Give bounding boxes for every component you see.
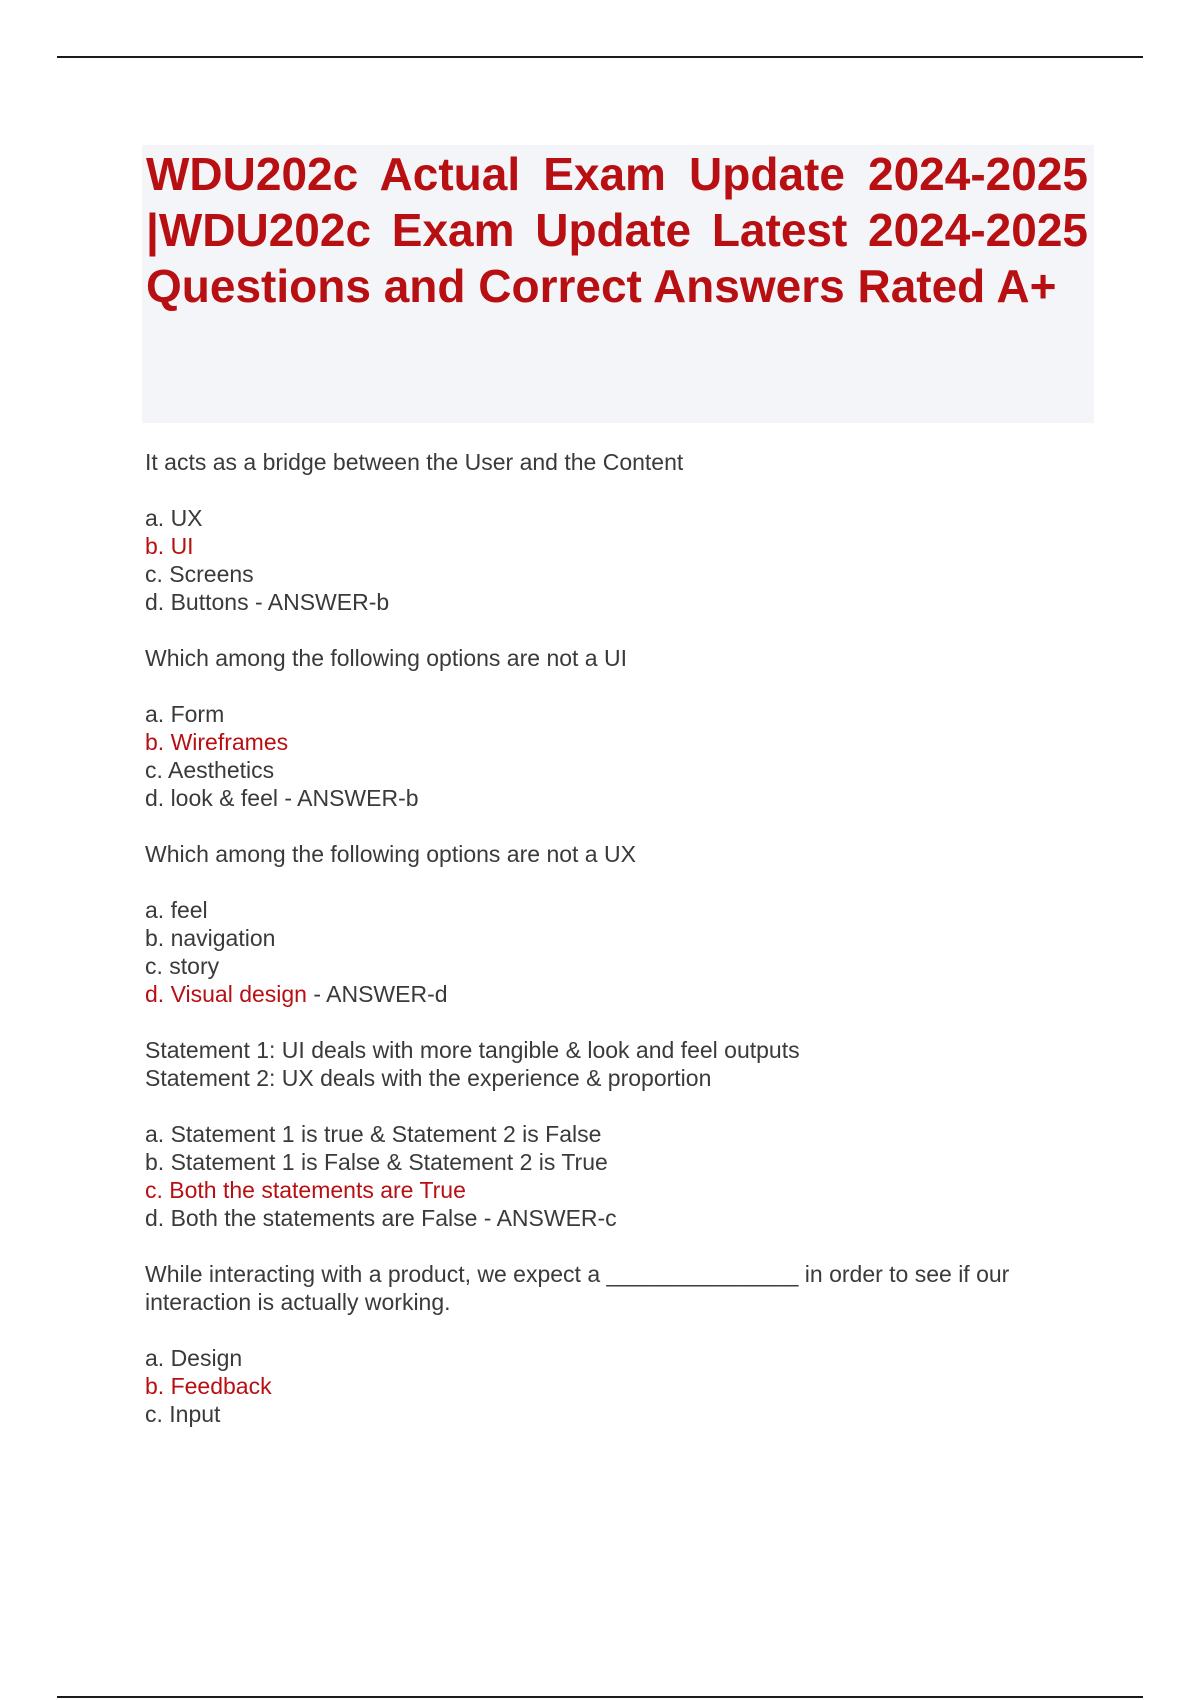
- question-block-4: [145, 1036, 1095, 1232]
- answer-key: - ANSWER-b: [277, 785, 419, 811]
- top-divider: [57, 56, 1143, 58]
- question-block-2: [145, 644, 1095, 812]
- option-c: c. Aesthetics: [145, 757, 275, 783]
- option-list: [145, 1120, 1095, 1232]
- option-d-correct: d. Visual design - ANSWER-d: [145, 981, 448, 1007]
- question-prompt: Which among the following options are not a UX: [145, 841, 636, 867]
- option-c-correct: c. Both the statements are True: [145, 1177, 466, 1203]
- option-a: a. feel: [145, 897, 208, 923]
- option-b-correct: b. Feedback: [145, 1373, 272, 1399]
- answer-key: - ANSWER-b: [248, 589, 390, 615]
- option-list: [145, 896, 1095, 1008]
- option-b-correct: b. Wireframes: [145, 729, 289, 755]
- option-d: d. Both the statements are False - ANSWER-c: [145, 1205, 617, 1231]
- answer-key: - ANSWER-c: [477, 1205, 617, 1231]
- question-block-5: [145, 1260, 1095, 1428]
- statement-2: Statement 2: UX deals with the experience & proportion: [145, 1065, 712, 1091]
- option-a: a. Design: [145, 1345, 243, 1371]
- question-prompt: While interacting with a product, we expect a _______________ in order to see if our interaction is actually working.: [145, 1261, 1010, 1315]
- option-b-correct: b. UI: [145, 533, 194, 559]
- option-list: [145, 1344, 1095, 1428]
- option-d: d. Buttons - ANSWER-b: [145, 589, 390, 615]
- question-list: [145, 448, 1095, 1428]
- bottom-divider: [57, 1696, 1143, 1698]
- option-b: b. navigation: [145, 925, 276, 951]
- option-list: [145, 504, 1095, 616]
- option-a: a. UX: [145, 505, 203, 531]
- option-a: a. Form: [145, 701, 225, 727]
- question-block-3: [145, 840, 1095, 1008]
- question-prompt: It acts as a bridge between the User and the Content: [145, 449, 684, 475]
- question-block-1: [145, 448, 1095, 616]
- answer-key: - ANSWER-d: [306, 981, 448, 1007]
- option-list: [145, 700, 1095, 812]
- question-prompt: Which among the following options are not a UI: [145, 645, 627, 671]
- option-d: d. look & feel - ANSWER-b: [145, 785, 419, 811]
- option-c: c. Screens: [145, 561, 254, 587]
- option-a: a. Statement 1 is true & Statement 2 is False: [145, 1121, 602, 1147]
- statement-1: Statement 1: UI deals with more tangible & look and feel outputs: [145, 1037, 800, 1063]
- option-c: c. Input: [145, 1401, 221, 1427]
- fill-in-blank: _______________: [606, 1261, 799, 1287]
- option-b: b. Statement 1 is False & Statement 2 is True: [145, 1149, 608, 1175]
- document-title: WDU202c Actual Exam Update 2024-2025 |WDU202c Exam Update Latest 2024-2025 Questions and Correct Answers Rated A+: [146, 148, 1088, 312]
- option-c: c. story: [145, 953, 220, 979]
